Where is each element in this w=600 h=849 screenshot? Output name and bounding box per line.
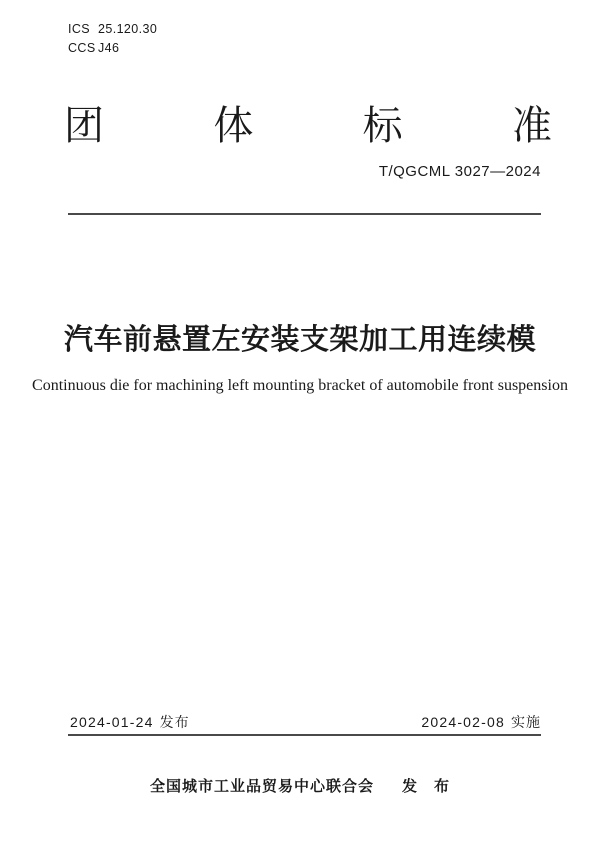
publisher-name: 全国城市工业品贸易中心联合会 (149, 778, 374, 795)
ccs-code: J46 (98, 41, 120, 55)
header-divider-line (68, 213, 541, 215)
dates-row (70, 712, 541, 732)
publish-action-label: 发 布 (402, 778, 451, 795)
doc-type-char-3: 标 (362, 104, 403, 148)
footer-divider-line (68, 734, 541, 736)
issue-date-group (70, 712, 190, 732)
ics-ccs-block (68, 20, 157, 58)
title-chinese: 汽车前悬置左安装支架加工用连续模 (63, 324, 536, 356)
document-type-heading (64, 104, 552, 148)
implement-date: 2024-02-08 (421, 714, 505, 730)
publisher-row (0, 775, 600, 796)
doc-type-char-2: 体 (213, 104, 254, 148)
ccs-label: CCS (68, 41, 96, 55)
standard-number: T/QGCML 3027—2024 (378, 163, 541, 180)
ics-label: ICS (68, 22, 91, 36)
implement-date-group (421, 712, 541, 732)
doc-type-char-1: 团 (64, 104, 104, 148)
issue-date: 2024-01-24 (70, 714, 154, 730)
ccs-row (68, 39, 157, 58)
implement-label: 实施 (511, 714, 541, 730)
issue-label: 发布 (159, 714, 190, 730)
doc-type-char-4: 准 (511, 104, 552, 148)
ics-row (68, 20, 157, 39)
title-english: Continuous die for machining left mounting bracket of automobile front suspension (32, 377, 568, 394)
ics-code: 25.120.30 (98, 22, 158, 36)
